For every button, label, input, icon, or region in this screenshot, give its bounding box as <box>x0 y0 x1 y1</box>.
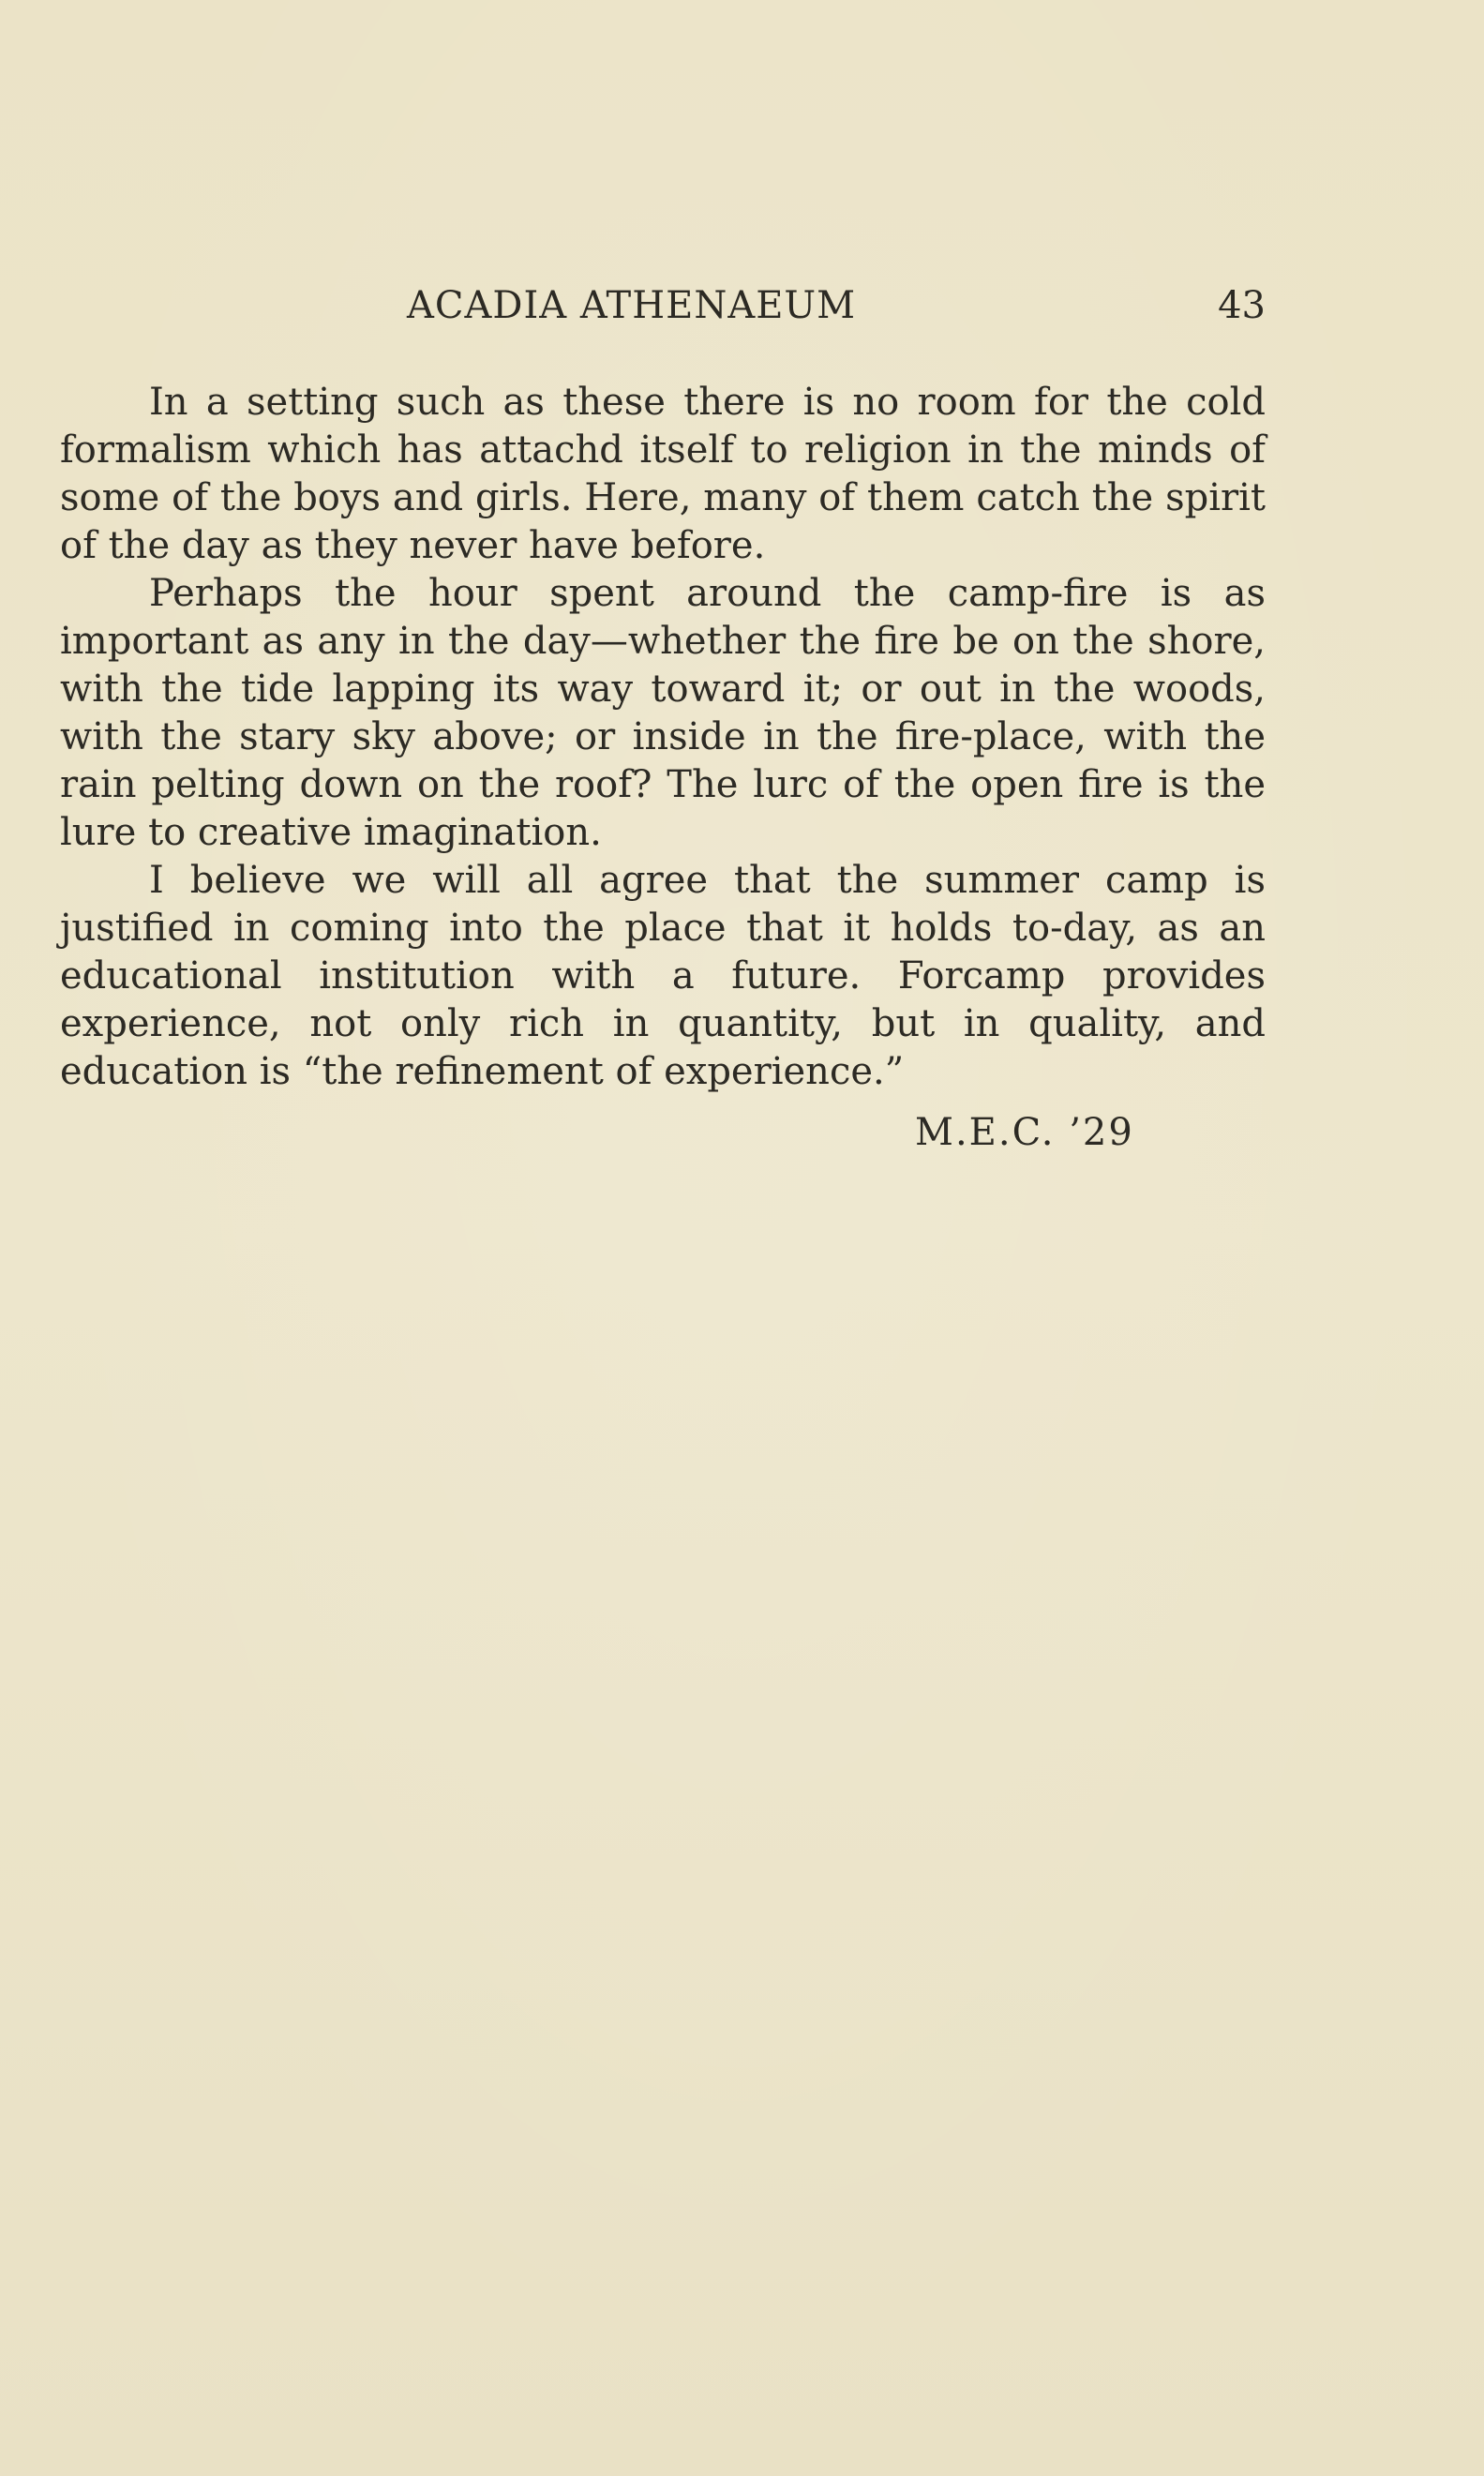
article-body <box>60 379 1266 1096</box>
running-header <box>60 278 1266 334</box>
journal-title: ACADIA ATHENAEUM <box>407 284 857 327</box>
paragraph-3: I believe we will all agree that the summer camp is justified in coming into the place that it holds to-day, as an educational institution with a future. Forcamp provides experience, not only rich in quantity, but in quality, and education is “the refinement of experience.” <box>60 859 1266 1093</box>
paragraph-2: Perhaps the hour spent around the camp-fire is as important as any in the day—whether the fire be on the shore, with the tide lapping its way toward it; or out in the woods, with the stary sky above; or inside in the fire-place, with the rain pelting down on the roof? The lurc of the open fire is the lure to creative imagination. <box>60 572 1266 854</box>
paragraph-1: In a setting such as these there is no room for the cold formalism which has attachd itself to religion in the minds of some of the boys and girls. Here, many of them catch the spirit of the day as they never have before. <box>60 381 1266 567</box>
page-number: 43 <box>1218 284 1266 327</box>
author-signature: M.E.C. ’29 <box>915 1111 1134 1154</box>
